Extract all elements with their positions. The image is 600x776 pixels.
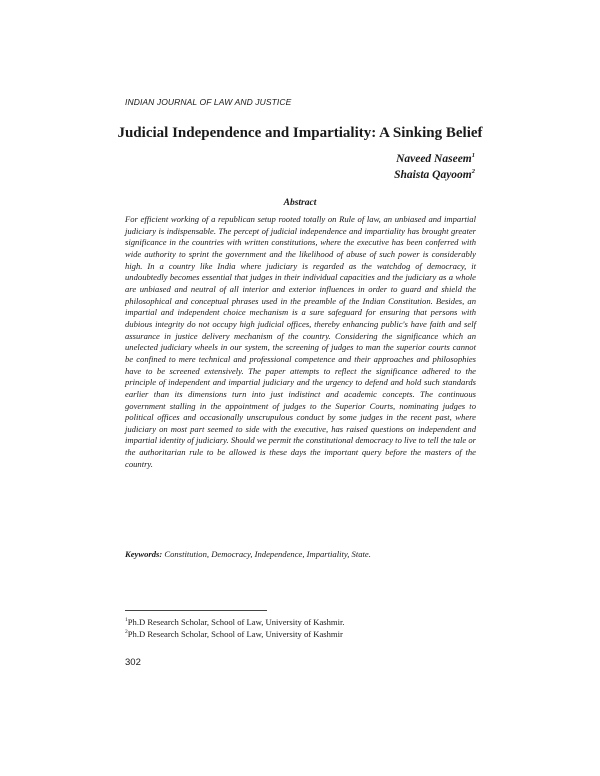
author-1-name: Naveed Naseem xyxy=(396,153,472,165)
footnote-2 xyxy=(125,629,345,641)
author-2-name: Shaista Qayoom xyxy=(394,169,472,181)
footnote-divider xyxy=(125,610,267,611)
author-1-marker: 1 xyxy=(471,152,475,159)
author-2-marker: 2 xyxy=(471,168,475,175)
footnote-1 xyxy=(125,617,345,629)
footnote-1-marker: 1 xyxy=(125,617,128,623)
abstract-heading: Abstract xyxy=(283,198,317,208)
author-list xyxy=(394,151,475,183)
keywords xyxy=(125,549,371,559)
abstract-body: For efficient working of a republican setup rooted totally on Rule of law, an unbiased and impartial judiciary is indispensable. The percept of judicial independence and impartiality has brought greater significance in the countries with written constitutions, where the executive has been conferred with wide authority to sprint the government and the likelihood of abuse of such power is considerably high. In a country like India where judiciary is regarded as the watchdog of democracy, it undoubtedly becomes essential that judges in their individual capacities and the judiciary as a whole are unbiased and neutral of all interior and exterior influences in order to guard and shield the philosophical and conceptual phrases used in the preamble of the Indian Constitution. Besides, an impartial and independent choice mechanism is a sure safeguard for ensuring that persons with dubious integrity do not occupy high judicial offices, thereby enhancing public's have faith and self assurance in justice delivery mechanism of the country. Considering the significance which an unelected judiciary wheels in our system, the screening of judges to man the superior courts cannot be confined to mere technical and professional competence and their approaches and philosophies have to be screened extensively. The paper attempts to reflect the significance adhered to the principle of independent and impartial judiciary and the urgency to defend and hold such standards earlier than its dimensions turn into just indistinct and academic concepts. The continuous government stalling in the appointment of judges to the Superior Courts, nominating judges to political offices and occasionally unscrupulous conduct by some judges in the recent past, where judiciary on most part seemed to side with the executive, has raised questions on independent and impartial identity of judiciary. Should we permit the constitutional democracy to live to tell the tale or the authoritarian rule to be allowed is these days the important query before the masters of the country. xyxy=(125,214,476,469)
footnote-2-marker: 2 xyxy=(125,628,128,635)
footnote-2-text: Ph.D Research Scholar, School of Law, University of Kashmir xyxy=(127,628,343,639)
keywords-text: Constitution, Democracy, Independence, Impartiality, State. xyxy=(164,549,371,559)
author-2 xyxy=(394,167,475,183)
article-title: Judicial Independence and Impartiality: A Sinking Belief xyxy=(117,125,483,141)
keywords-label: Keywords: xyxy=(125,549,163,559)
footnote-1-text: Ph.D Research Scholar, School of Law, University of Kashmir. xyxy=(127,617,345,627)
author-1 xyxy=(394,151,475,167)
journal-name: INDIAN JOURNAL OF LAW AND JUSTICE xyxy=(125,97,292,107)
page-number: 302 xyxy=(125,657,141,668)
footnotes xyxy=(125,617,345,640)
